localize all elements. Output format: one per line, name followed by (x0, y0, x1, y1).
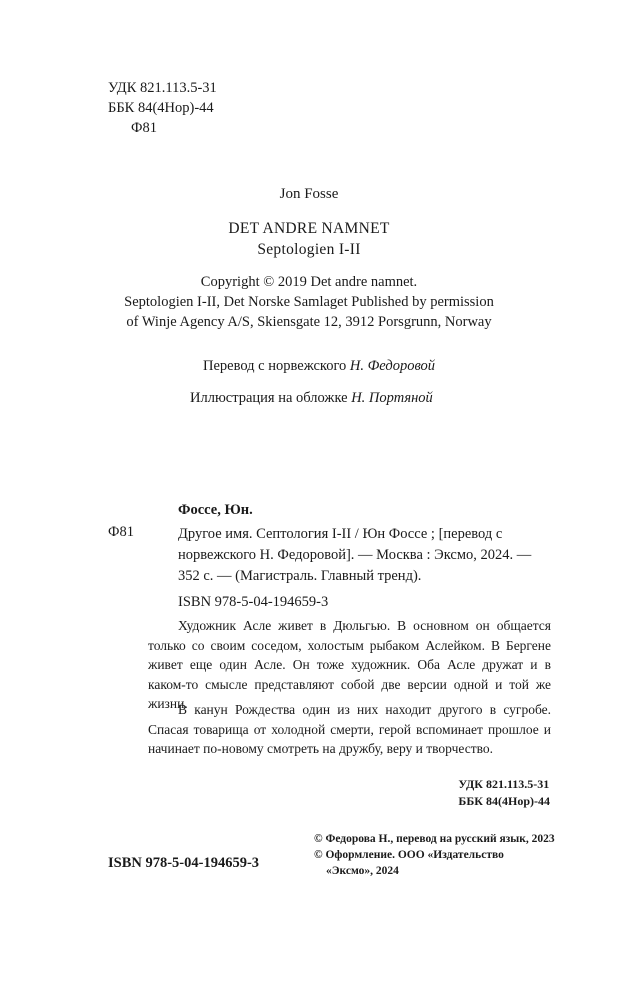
copyright-translation: © Федорова Н., перевод на русский язык, 2023 (314, 833, 555, 845)
bottom-bbk-code: ББК 84(4Нор)-44 (458, 794, 550, 808)
copyright-line-2: Septologien I-II, Det Norske Samlaget Published by permission (124, 294, 494, 310)
copyright-line-3: of Winje Agency A/S, Skiensgate 12, 3912 Porsgrunn, Norway (126, 314, 492, 330)
author-index: Ф81 (131, 120, 157, 136)
illustration-prefix: Иллюстрация на обложке (190, 390, 348, 406)
bottom-isbn: ISBN 978-5-04-194659-3 (108, 855, 260, 871)
translator-name: Н. Федоровой (349, 358, 436, 374)
copyright-notice (0, 272, 618, 332)
original-subtitle: Septologien I-II (257, 241, 361, 258)
copyright-line-1: Copyright © 2019 Det andre namnet. (200, 274, 418, 290)
original-title: DET ANDRE NAMNET (228, 220, 390, 237)
translation-credit (203, 358, 435, 375)
catalog-index: Ф81 (108, 524, 134, 540)
original-title-block (0, 218, 618, 260)
annotation-paragraph-2 (148, 700, 551, 759)
catalog-isbn: ISBN 978-5-04-194659-3 (178, 594, 329, 610)
original-author: Jon Fosse (279, 186, 339, 202)
publisher-copyrights (314, 831, 555, 879)
bottom-classification-codes (458, 776, 550, 810)
classification-codes (108, 78, 217, 138)
copyright-design: © Оформление. ООО «Издательство (314, 849, 504, 861)
annotation-text-1: Художник Асле живет в Дюльгью. В основном он общается только со своим соседом, холостым рыбаком Аслейком. В Бергене живет еще один Асле. Он тоже художник. Оба Асле дружат и в каком-то смысле представляют собой две версии одной и той же жизни. (148, 618, 551, 711)
bottom-udk-code: УДК 821.113.5-31 (458, 777, 550, 791)
translation-prefix: Перевод с норвежского (203, 358, 347, 374)
udk-code: УДК 821.113.5-31 (108, 80, 217, 96)
annotation-text-2: В канун Рождества один из них находит другого в сугробе. Спасая товарища от холодной смерти, герой вспоминает прошлое и начинает по-новому смотреть на дружбу, веру и творчество. (148, 702, 551, 756)
bbk-code: ББК 84(4Нор)-44 (108, 100, 214, 116)
illustration-credit (190, 390, 433, 407)
catalog-description: Другое имя. Септология I-II / Юн Фоссе ; [перевод с норвежского Н. Федоровой]. — Москва : Эксмо, 2024. — 352 с. — (Магистраль. Главный тренд). (178, 526, 532, 584)
catalog-author: Фоссе, Юн. (178, 502, 253, 518)
annotation-paragraph-1 (148, 616, 551, 714)
illustrator-name: Н. Портяной (351, 390, 433, 406)
copyright-publisher: «Эксмо», 2024 (326, 865, 399, 877)
